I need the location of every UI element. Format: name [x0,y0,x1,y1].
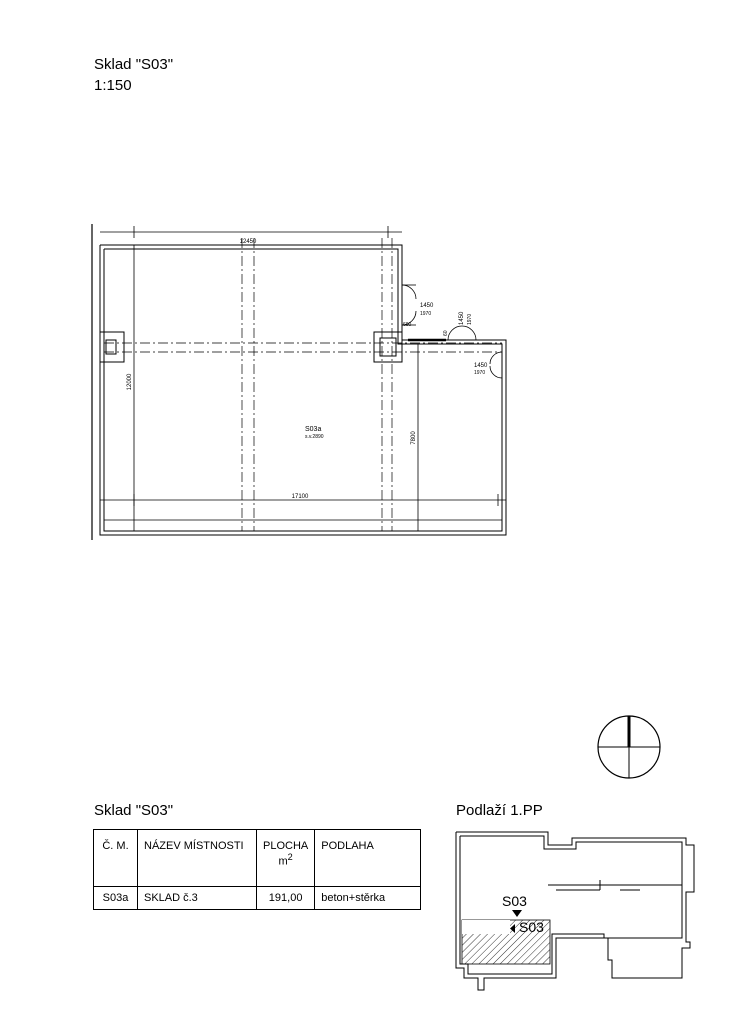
dim-right: 7800 [411,431,417,445]
door1-height: 1970 [420,311,432,317]
room-label: S03a [305,426,322,433]
table-title: Sklad "S03" [94,802,174,819]
north-arrow-icon [598,716,660,778]
door2-height: 1970 [467,313,473,325]
cell-floor: beton+stěrka [315,887,421,910]
dim-top: 12450 [239,239,257,245]
dim-bottom: 17100 [291,494,309,500]
door2-width: 1450 [459,311,465,325]
door-small-note: 600 [403,322,412,328]
plan-title: Sklad "S03" [94,56,174,73]
door1-width: 1450 [420,303,434,309]
header-id: Č. M. [94,830,138,887]
table-row [94,887,421,910]
room-level: s.v.2890 [305,434,324,440]
key-plan-title: Podlaží 1.PP [456,802,543,819]
door3-width: 1450 [474,363,488,369]
room-table [93,829,421,910]
table-header-row [94,830,421,887]
marker-down-icon [512,910,522,917]
key-plan-drawing [456,832,694,990]
header-floor: PODLAHA [315,830,421,887]
header-name: NÁZEV MÍSTNOSTI [138,830,257,887]
key-label-side: S03 [519,919,544,935]
cell-area: 191,00 [257,887,315,910]
dim-left: 12000 [127,373,133,391]
key-label-top: S03 [502,893,527,909]
cell-id: S03a [94,887,138,910]
door3-height: 1970 [474,370,486,376]
cell-name: SKLAD č.3 [138,887,257,910]
tiny-dim: 60 [443,330,449,336]
header-area: PLOCHA $m^2$ [257,830,315,887]
plan-scale: 1:150 [94,77,132,94]
